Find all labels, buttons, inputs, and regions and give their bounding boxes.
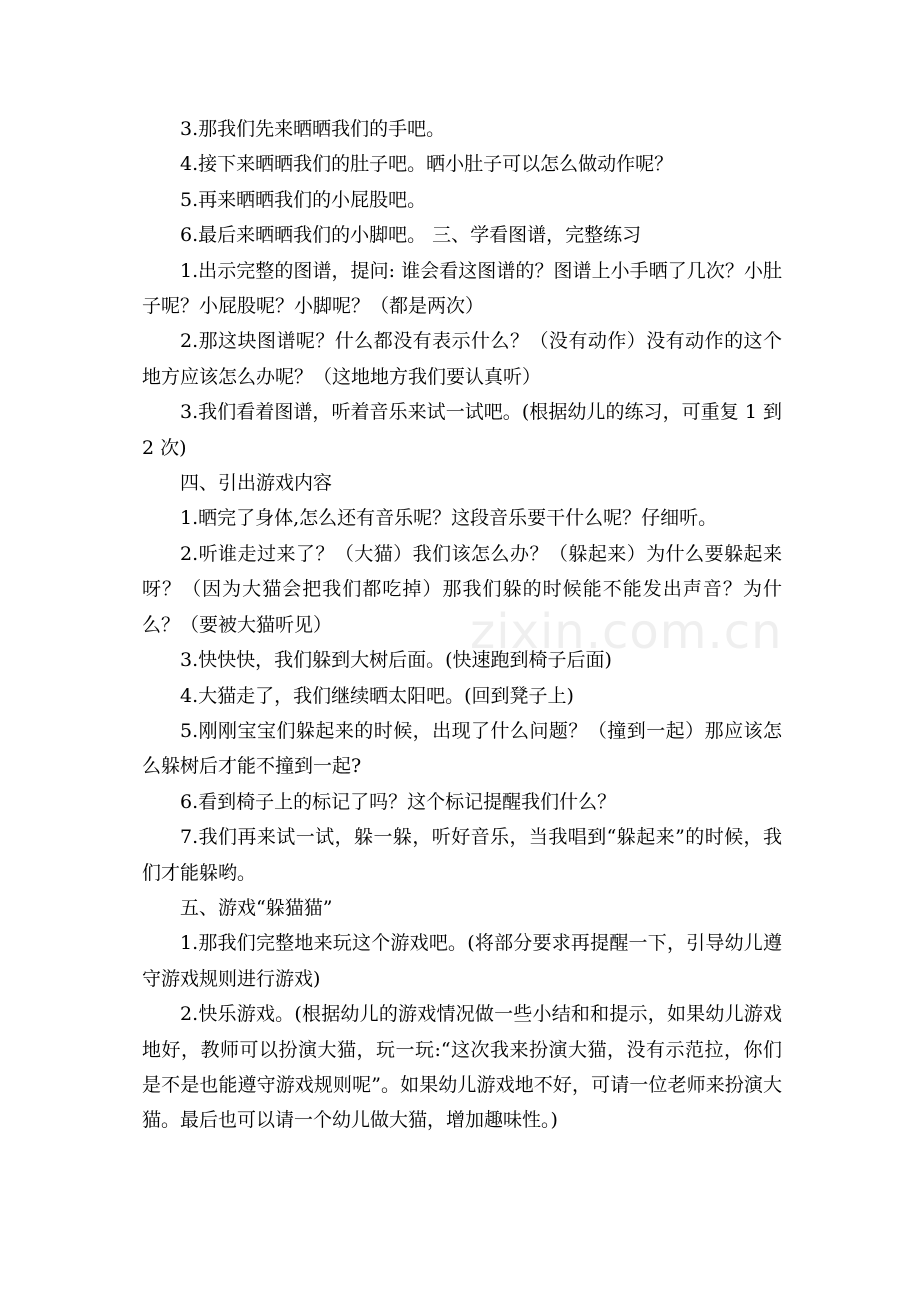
- paragraph: 5.再来晒晒我们的小屁股吧。: [180, 188, 427, 211]
- paragraph: 1.那我们完整地来玩这个游戏吧。(将部分要求再提醒一下，引导幼儿遵守游戏规则进行游戏): [142, 932, 782, 990]
- paragraph: 7.我们再来试一试，躲一躲，听好音乐，当我唱到“躲起来”的时候，我们才能躲哟。: [142, 826, 782, 884]
- paragraph: 2.那这块图谱呢？什么都没有表示什么？（没有动作）没有动作的这个地方应该怎么办呢？（这地地方我们要认真听）: [142, 330, 782, 388]
- paragraph: 3.那我们先来晒晒我们的手吧。: [180, 118, 446, 140]
- paragraph: 2.听谁走过来了？（大猫）我们该怎么办？（躲起来）为什么要躲起来呀？（因为大猫会把我们都吃掉）那我们躲的时候能不能发出声音？为什么？（要被大猫听见）: [142, 542, 782, 636]
- paragraph: 4.接下来晒晒我们的肚子吧。晒小肚子可以怎么做动作呢？: [180, 153, 674, 176]
- section-heading: 五、游戏“躲猫猫”: [180, 896, 333, 919]
- document-body: [142, 112, 782, 1139]
- paragraph: 6.看到椅子上的标记了吗？这个标记提醒我们什么？: [180, 790, 617, 813]
- paragraph: 3.我们看着图谱，听着音乐来试一试吧。(根据幼儿的练习，可重复 1 到 2 次): [142, 401, 782, 459]
- paragraph: 3.快快快，我们躲到大树后面。(快速跑到椅子后面): [180, 649, 612, 672]
- paragraph: 1.晒完了身体,怎么还有音乐呢？这段音乐要干什么呢？仔细听。: [180, 507, 718, 530]
- paragraph: 6.最后来晒晒我们的小脚吧。 三、学看图谱，完整练习: [180, 224, 642, 247]
- paragraph: 4.大猫走了，我们继续晒太阳吧。(回到凳子上): [180, 684, 574, 707]
- watermark-text: zixin.com.cn: [470, 604, 783, 660]
- paragraph: 1.出示完整的图谱，提问: 谁会看这图谱的？图谱上小手晒了几次？小肚子呢？小屁股呢？小脚呢？（都是两次）: [142, 259, 782, 318]
- section-heading: 四、引出游戏内容: [180, 472, 333, 495]
- paragraph: 2.快乐游戏。(根据幼儿的游戏情况做一些小结和和提示，如果幼儿游戏地好，教师可以扮演大猫，玩一玩:“这次我来扮演大猫，没有示范拉，你们是不是也能遵守游戏规则呢”。如果幼儿游戏地不好，可请一位老师来扮演大猫。最后也可以请一个幼儿做大猫，增加趣味性。): [142, 1003, 782, 1132]
- paragraph: 5.刚刚宝宝们躲起来的时候，出现了什么问题？（撞到一起）那应该怎么躲树后才能不撞到一起?: [142, 719, 782, 778]
